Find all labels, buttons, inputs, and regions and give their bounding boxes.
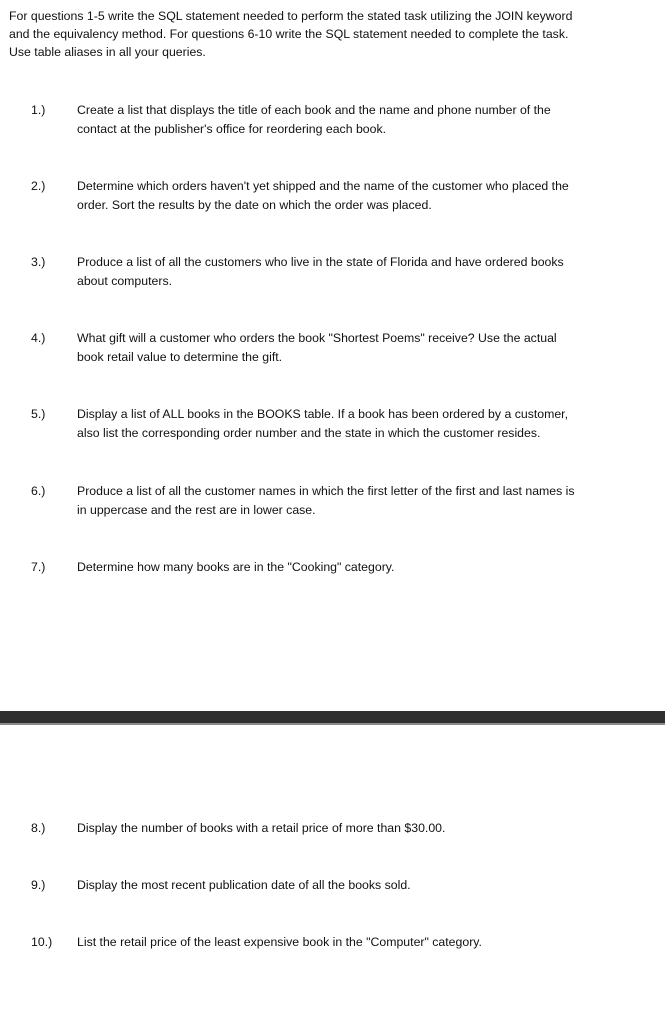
- question-text-line: Display the number of books with a retail price of more than $30.00.: [77, 821, 446, 835]
- page-break-edge: [0, 723, 665, 725]
- question-text-line: Produce a list of all the customer names in which the first letter of the first and last names is: [77, 484, 575, 498]
- question-text-line: contact at the publisher's office for reordering each book.: [77, 121, 387, 136]
- question-number: 5.): [31, 407, 46, 421]
- instructions-line-2: and the equivalency method. For questions 6-10 write the SQL statement needed to complete the task.: [9, 27, 569, 41]
- question-number: 9.): [31, 878, 46, 892]
- question-text-line: List the retail price of the least expensive book in the "Computer" category.: [77, 935, 482, 949]
- question-number: 7.): [31, 560, 46, 574]
- page-break-bar: [0, 711, 665, 723]
- question-text-line: Create a list that displays the title of each book and the name and phone number of the: [77, 103, 551, 117]
- question-text-line: order. Sort the results by the date on which the order was placed.: [77, 197, 432, 212]
- question-text: [77, 177, 652, 214]
- question-text: [77, 876, 652, 895]
- question-number: 1.): [31, 103, 46, 117]
- question-text-line: Display the most recent publication date of all the books sold.: [77, 878, 411, 892]
- question-text-line: Produce a list of all the customers who live in the state of Florida and have ordered books: [77, 255, 564, 269]
- question-number: 6.): [31, 484, 46, 498]
- instructions-paragraph: [9, 7, 659, 61]
- question-text-line: Determine how many books are in the "Cooking" category.: [77, 560, 395, 574]
- question-number: 8.): [31, 821, 46, 835]
- question-text: [77, 933, 652, 952]
- instructions-line-1: For questions 1-5 write the SQL statement needed to perform the stated task utilizing the JOIN keyword: [9, 9, 573, 23]
- question-text: [77, 482, 652, 519]
- question-text-line: book retail value to determine the gift.: [77, 349, 283, 364]
- instructions-line-3: Use table aliases in all your queries.: [9, 45, 206, 59]
- question-text: [77, 405, 652, 442]
- question-text-line: about computers.: [77, 273, 173, 288]
- question-text-line: Display a list of ALL books in the BOOKS table. If a book has been ordered by a customer,: [77, 407, 569, 421]
- question-text: [77, 253, 652, 290]
- question-text-line: What gift will a customer who orders the book "Shortest Poems" receive? Use the actual: [77, 331, 557, 345]
- question-number: 3.): [31, 255, 46, 269]
- question-text-line: in uppercase and the rest are in lower case.: [77, 502, 316, 517]
- question-text: [77, 101, 652, 138]
- question-text-line: also list the corresponding order number and the state in which the customer resides.: [77, 425, 541, 440]
- question-text-line: Determine which orders haven't yet shipped and the name of the customer who placed the: [77, 179, 569, 193]
- question-number: 10.): [31, 935, 53, 949]
- question-text: [77, 558, 652, 577]
- question-text: [77, 329, 652, 366]
- question-number: 2.): [31, 179, 46, 193]
- question-number: 4.): [31, 331, 46, 345]
- question-text: [77, 819, 652, 838]
